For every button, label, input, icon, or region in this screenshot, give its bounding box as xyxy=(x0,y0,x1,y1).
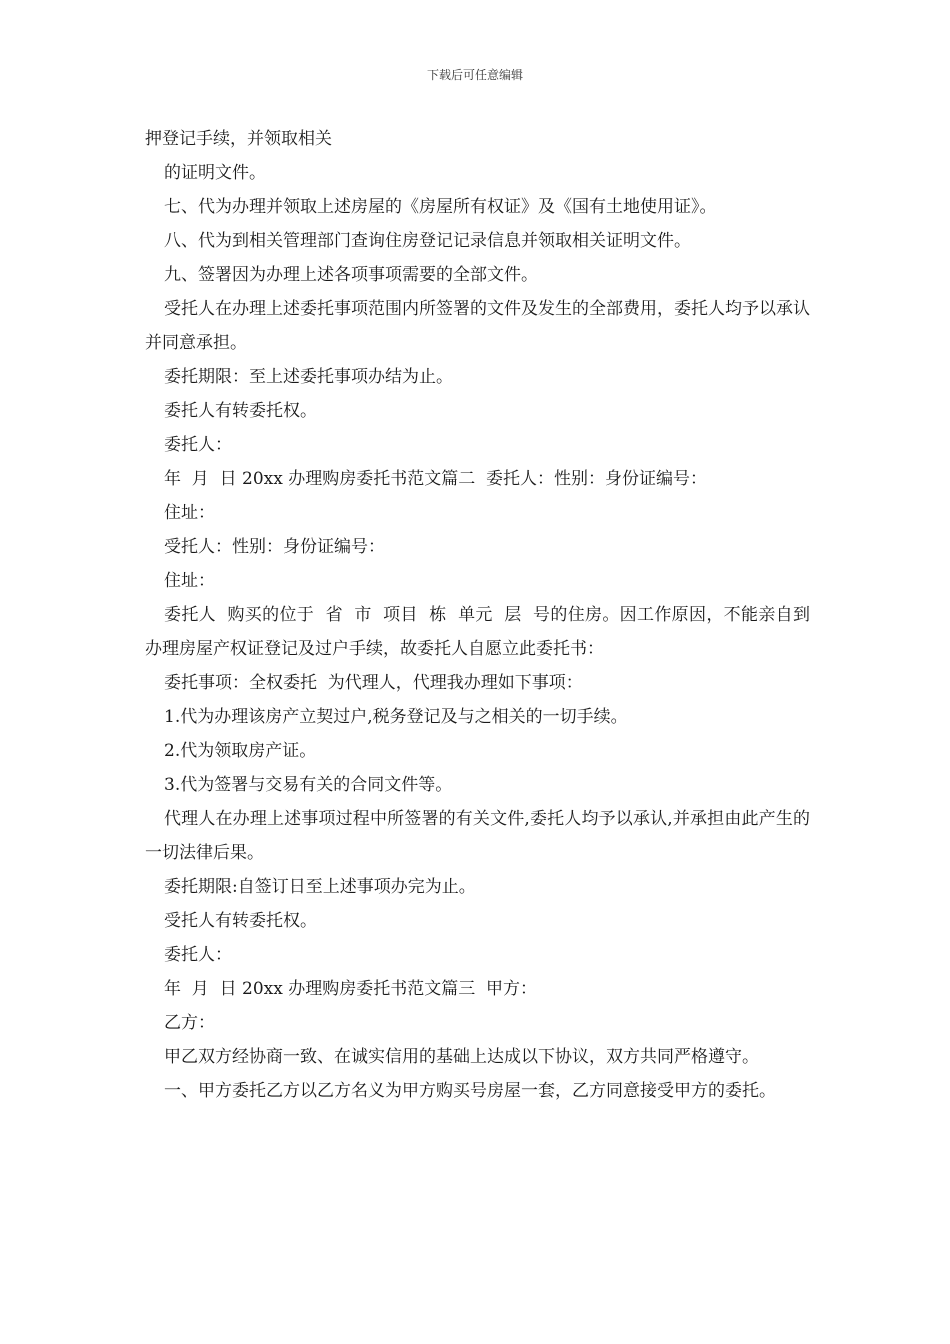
paragraph: 乙方： xyxy=(164,1013,215,1033)
paragraph: 受托人：性别：身份证编号： xyxy=(164,537,385,557)
paragraph: 3.代为签署与交易有关的合同文件等。 xyxy=(164,775,453,795)
paragraph: 年 月 日 20xx 办理购房委托书范文篇三 甲方： xyxy=(164,979,538,999)
paragraph: 2.代为领取房产证。 xyxy=(164,741,317,761)
paragraph: 委托期限:自签订日至上述事项办完为止。 xyxy=(164,877,476,897)
paragraph: 住址： xyxy=(164,503,215,523)
paragraph: 委托人 购买的位于 省 市 项目 栋 单元 层 号的住房。因工作原因，不能亲自到 办理房屋产权证登记及过户手续，故委托人自愿立此委托书： xyxy=(145,605,821,659)
paragraph: 七、代为办理并领取上述房屋的《房屋所有权证》及《国有土地使用证》。 xyxy=(164,197,717,217)
paragraph: 一、甲方委托乙方以乙方名义为甲方购买号房屋一套，乙方同意接受甲方的委托。 xyxy=(164,1081,776,1101)
paragraph: 甲乙双方经协商一致、在诚实信用的基础上达成以下协议，双方共同严格遵守。 xyxy=(164,1047,759,1067)
paragraph: 委托人有转委托权。 xyxy=(164,401,317,421)
paragraph: 委托人： xyxy=(164,945,232,965)
page-header: 下载后可任意编辑 xyxy=(426,68,523,82)
paragraph: 委托期限：至上述委托事项办结为止。 xyxy=(164,367,453,387)
paragraph: 的证明文件。 xyxy=(164,163,266,183)
paragraph: 年 月 日 20xx 办理购房委托书范文篇二 委托人：性别：身份证编号： xyxy=(164,469,708,489)
paragraph: 受托人有转委托权。 xyxy=(164,911,317,931)
paragraph: 押登记手续，并领取相关 xyxy=(145,129,332,149)
paragraph: 九、签署因为办理上述各项事项需要的全部文件。 xyxy=(164,265,538,285)
paragraph: 住址： xyxy=(164,571,215,591)
paragraph: 代理人在办理上述事项过程中所签署的有关文件,委托人均予以承认,并承担由此产生的一切法律后果。 xyxy=(145,809,810,863)
document-body xyxy=(145,122,821,1108)
paragraph: 委托人： xyxy=(164,435,232,455)
paragraph: 八、代为到相关管理部门查询住房登记记录信息并领取相关证明文件。 xyxy=(164,231,691,251)
paragraph: 委托事项：全权委托 为代理人，代理我办理如下事项： xyxy=(164,673,583,693)
paragraph: 受托人在办理上述委托事项范围内所签署的文件及发生的全部费用，委托人均予以承认并同意承担。 xyxy=(145,299,810,353)
paragraph: 1.代为办理该房产立契过户,税务登记及与之相关的一切手续。 xyxy=(164,707,628,727)
